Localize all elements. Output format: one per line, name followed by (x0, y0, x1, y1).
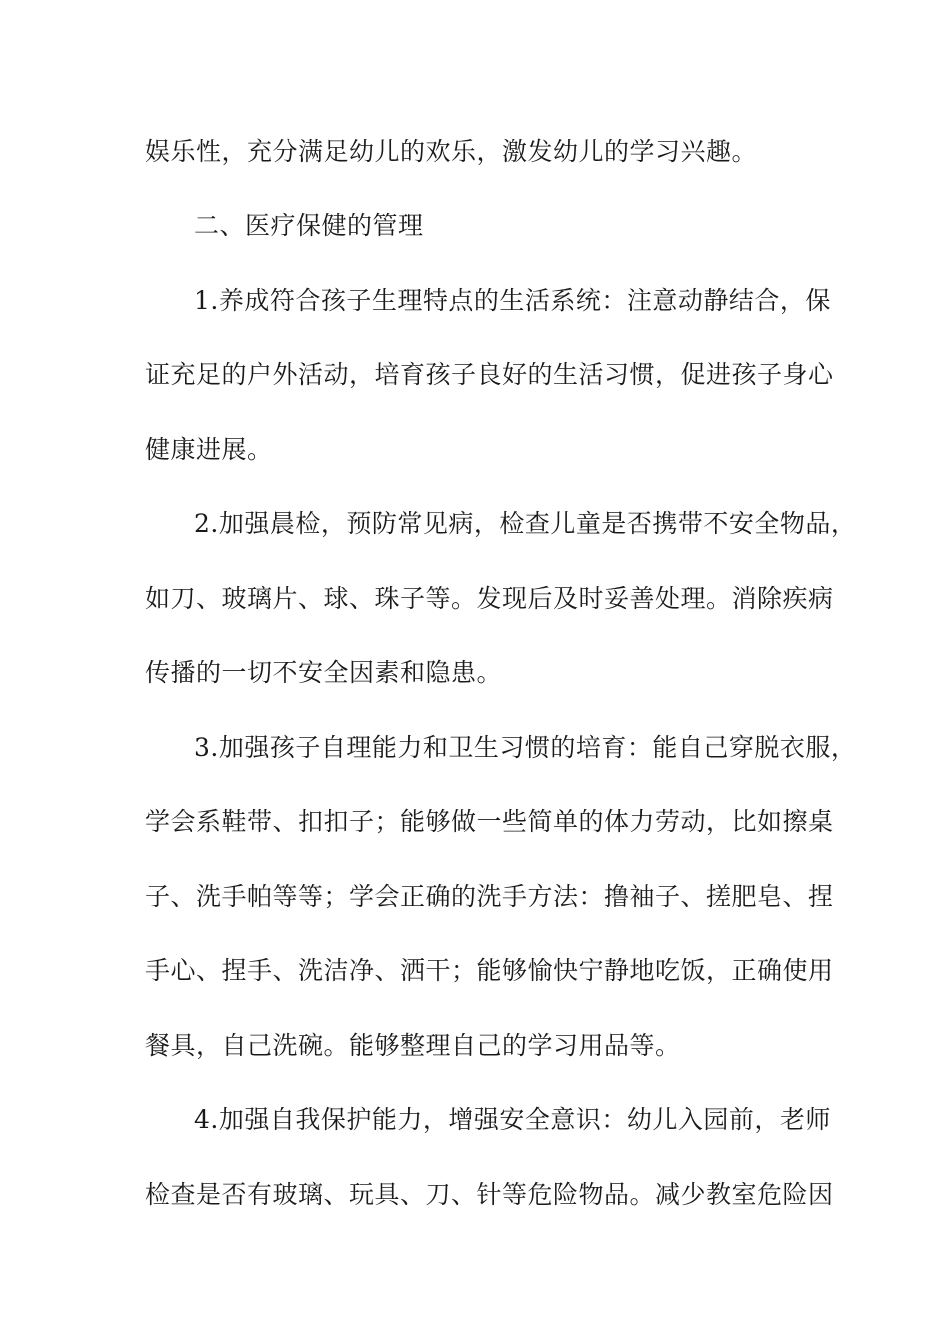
paragraph-line: 2.加强晨检，预防常见病，检查儿童是否携带不安全物品， (194, 509, 857, 538)
paragraph-line: 手心、捏手、洗洁净、洒干；能够愉快宁静地吃饭，正确使用 (145, 956, 834, 985)
paragraph-line: 学会系鞋带、扣扣子；能够做一些简单的体力劳动，比如擦桌 (145, 807, 834, 836)
paragraph-line: 健康进展。 (145, 435, 273, 464)
paragraph-line: 如刀、玻璃片、球、珠子等。发现后及时妥善处理。消除疾病 (145, 584, 834, 613)
paragraph-line: 证充足的户外活动，培育孩子良好的生活习惯，促进孩子身心 (145, 360, 834, 389)
paragraph-line: 3.加强孩子自理能力和卫生习惯的培育：能自己穿脱衣服， (194, 733, 857, 762)
paragraph-line: 子、洗手帕等等；学会正确的洗手方法：撸袖子、搓肥皂、捏 (145, 882, 834, 911)
paragraph-line: 4.加强自我保护能力，增强安全意识：幼儿入园前，老师 (194, 1105, 831, 1134)
paragraph-line: 餐具，自己洗碗。能够整理自己的学习用品等。 (145, 1031, 681, 1060)
paragraph-line: 娱乐性，充分满足幼儿的欢乐，激发幼儿的学习兴趣。 (145, 137, 758, 166)
paragraph-line: 传播的一切不安全因素和隐患。 (145, 658, 503, 687)
paragraph-line: 检查是否有玻璃、玩具、刀、针等危险物品。减少教室危险因 (145, 1180, 834, 1209)
section-heading: 二、医疗保健的管理 (194, 211, 424, 240)
paragraph-line: 1.养成符合孩子生理特点的生活系统：注意动静结合，保 (194, 286, 831, 315)
